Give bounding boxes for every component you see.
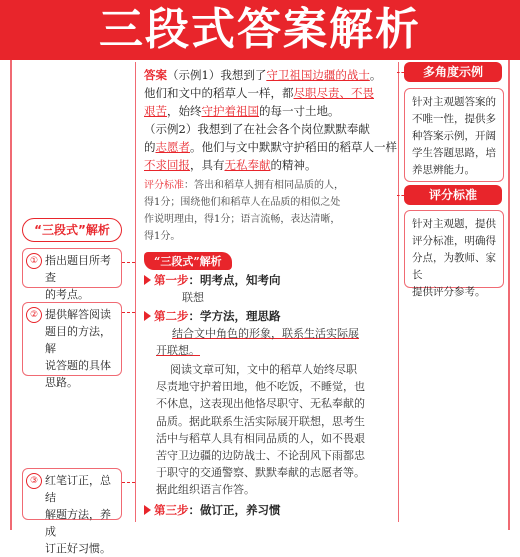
reasoning-line: 阅读文章可知，文中的稻草人始终尽职 — [170, 363, 357, 376]
answer-line-3: 艰苦，始终守护着祖国的每一寸土地。 — [144, 104, 340, 118]
answer-label: 答案 — [144, 68, 167, 82]
circle-number: ③ — [26, 473, 42, 489]
reasoning-line: 于职守的交通警察、默默奉献的志愿者等。 — [156, 466, 365, 480]
scoring-box-line: 提供评分参考。 — [412, 286, 486, 298]
answer-line-4: （示例2）我想到了在社会各个岗位默默奉献 — [144, 122, 370, 136]
circle-number: ① — [26, 253, 42, 269]
left-item-line: 提供解答阅读 — [45, 308, 111, 321]
step-3: 第三步：做订正，养习惯 — [144, 502, 281, 518]
connector-line — [122, 262, 135, 263]
three-step-pill: “三段式”解析 — [22, 218, 122, 242]
method-line-2: 开联想。 — [156, 344, 200, 357]
answer-line-6: 不求回报，具有无私奉献的精神。 — [144, 158, 317, 172]
reasoning-line: 不休息，这表现出他恪尽职守、无私奉献的 — [156, 397, 365, 411]
multi-angle-box — [404, 88, 504, 182]
reasoning-line: 品质。据此联系生活实际展开联想，思考生 — [156, 414, 365, 428]
reasoning-line: 苦守卫边疆的边防战士、不论刮风下雨都忠 — [156, 449, 365, 462]
left-item-line: 解题方法，养成 — [45, 508, 111, 538]
triangle-icon — [144, 311, 151, 321]
connector-line — [122, 482, 135, 483]
left-item-line: 思路。 — [45, 376, 78, 389]
left-item-line: 说答题的具体 — [45, 359, 111, 372]
reasoning-line: 活中与稻草人具有相同品质的人，如不畏艰 — [156, 431, 365, 445]
multi-angle-line: 学生答题思路，培 — [412, 147, 496, 159]
triangle-icon — [144, 275, 151, 285]
page-title: 三段式答案解析 — [99, 4, 421, 55]
step-1-sub: 联想 — [182, 291, 204, 304]
step-1: 第一步：明考点，知考向 — [144, 272, 281, 288]
left-item-1 — [22, 248, 122, 301]
answer-panel — [135, 62, 399, 522]
connector-line — [397, 195, 404, 196]
header-banner — [0, 0, 520, 60]
multi-angle-line: 针对主观题答案的 — [412, 96, 496, 108]
connector-line — [122, 312, 135, 313]
answer-line-5: 的志愿者。他们与文中默默守护稻田的稻草人一样 — [144, 140, 397, 154]
left-item-line: 订正好习惯。 — [45, 542, 111, 555]
left-item-line: 红笔订正，总结 — [45, 474, 111, 504]
scoring-pill: 评分标准 — [404, 185, 502, 205]
scoring-box-line: 评分标准，明确得 — [412, 235, 496, 247]
multi-angle-line: 养思辨能力。 — [412, 164, 475, 176]
circle-number: ② — [26, 307, 42, 323]
reasoning-line: 尽责地守护着田地，他不吃饭，不睡觉，也 — [156, 380, 365, 394]
left-item-line: 指出题目所考查 — [45, 254, 111, 284]
multi-angle-line: 不唯一性，提供多 — [412, 113, 496, 125]
scoring-box-line: 针对主观题，提供 — [412, 218, 496, 230]
answer-line-1: 答案（示例1）我想到了守卫祖国边疆的战士。 — [144, 68, 382, 82]
scoring-line-1: 评分标准：答出和稻草人拥有相同品质的人， — [144, 180, 344, 191]
reasoning-line: 据此组织语言作答。 — [156, 483, 255, 497]
scoring-line-2: 得1分；围绕他们和稻草人在品质的相似之处 — [144, 197, 341, 208]
multi-angle-pill: 多角度示例 — [404, 62, 502, 82]
method-line-1: 结合文中角色的形象，联系生活实际展 — [172, 327, 359, 340]
step-2: 第二步：学方法，理思路 — [144, 308, 281, 324]
left-item-line: 的考点。 — [45, 288, 89, 301]
multi-angle-line: 种答案示例，开阔 — [412, 130, 496, 142]
scoring-line-4: 得1分。 — [144, 231, 181, 242]
scoring-box-line: 分点，为教师、家长 — [412, 252, 496, 281]
left-item-line: 题目的方法，解 — [45, 325, 111, 355]
left-item-2 — [22, 302, 122, 389]
answer-line-2: 他们和文中的稻草人一样，都尽职尽责、不畏 — [144, 86, 374, 100]
analysis-tag: “三段式”解析 — [144, 252, 232, 270]
scoring-label: 评分标准 — [144, 180, 184, 191]
left-item-3 — [22, 468, 122, 555]
scoring-line-3: 作说明理由，得1分；语言流畅，表达清晰， — [144, 214, 341, 225]
connector-line — [397, 72, 404, 73]
triangle-icon — [144, 505, 151, 515]
scoring-box — [404, 210, 504, 298]
